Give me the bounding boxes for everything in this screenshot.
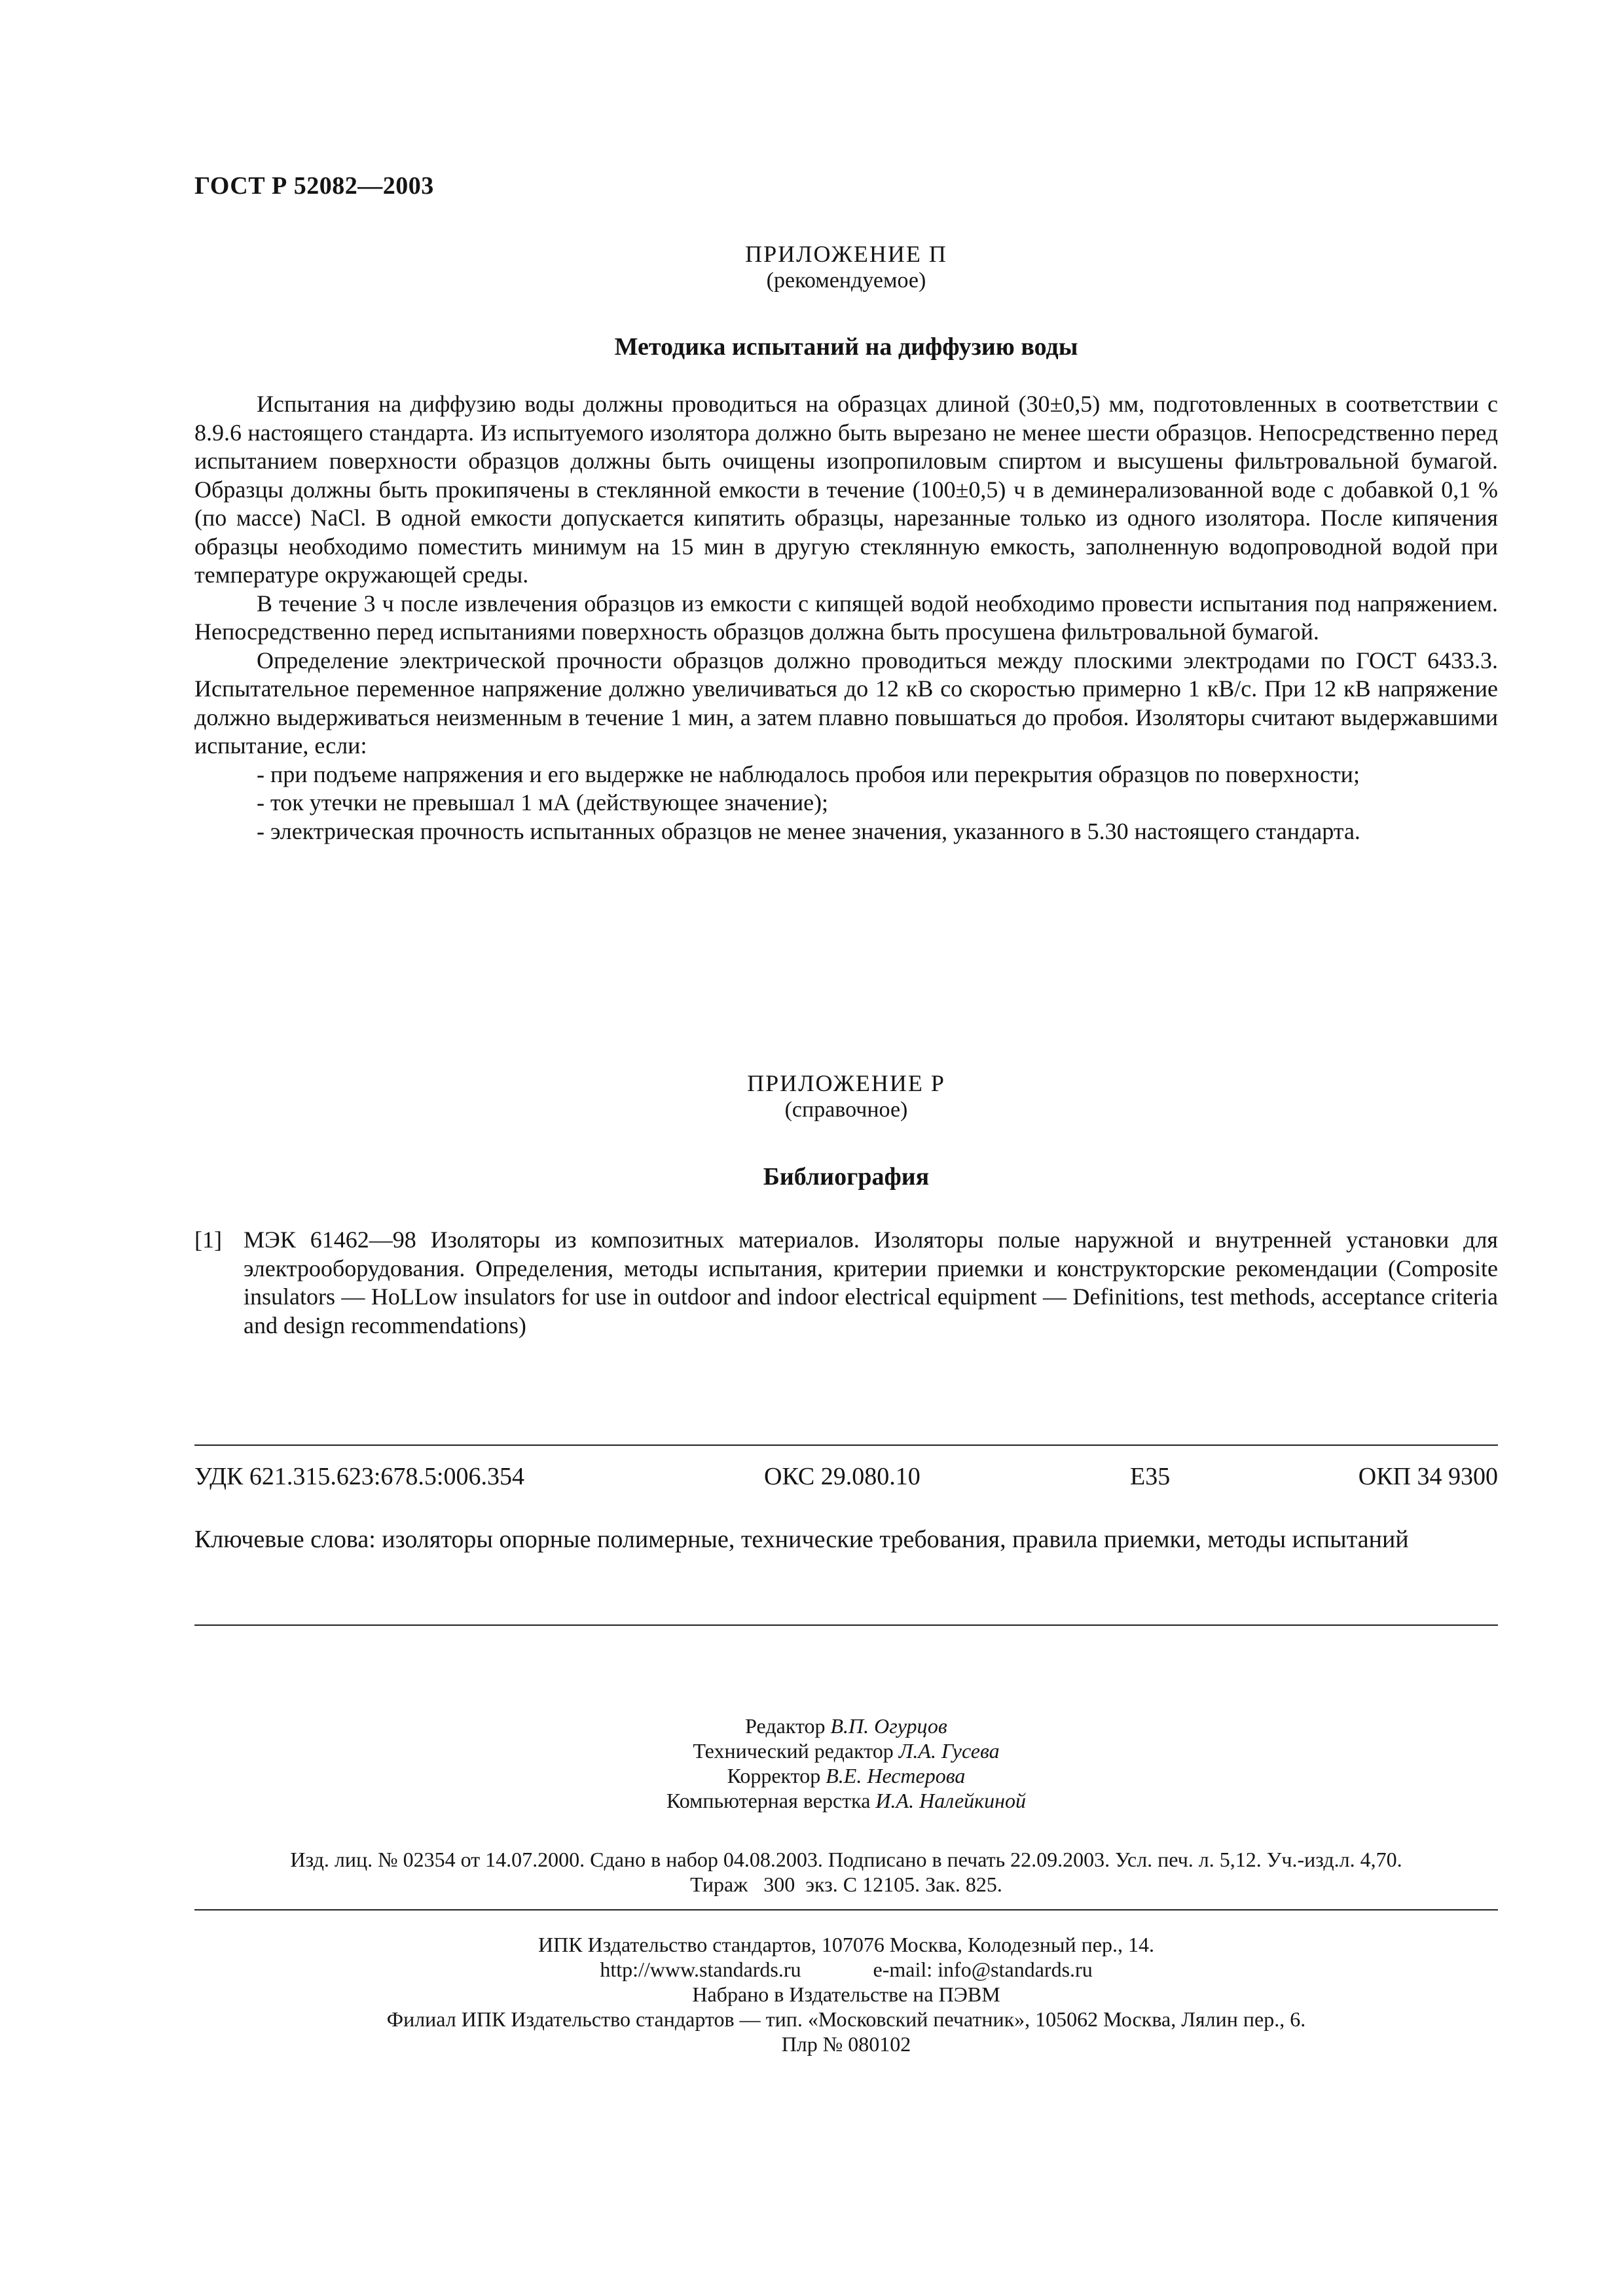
credit-editor: Редактор В.П. Огурцов xyxy=(745,1714,947,1738)
udk-code: УДК 621.315.623:678.5:006.354 xyxy=(194,1463,524,1490)
email-link[interactable]: e-mail: info@standards.ru xyxy=(873,1958,1093,1981)
credit-proofreader: Корректор В.Е. Нестерова xyxy=(727,1764,966,1787)
classification-row xyxy=(194,1462,1498,1495)
publishing-line-1: Изд. лиц. № 02354 от 14.07.2000. Сдано в набор 04.08.2003. Подписано в печать 22.09.2003. Усл. печ. л. 5,12. Уч.-изд.л. 4,70. xyxy=(290,1848,1402,1871)
publisher-address: ИПК Издательство стандартов, 107076 Москва, Колодезный пер., 14. xyxy=(538,1933,1154,1956)
contacts xyxy=(194,1957,1498,1982)
paragraph-voltage-test: В течение 3 ч после извлечения образцов из емкости с кипящей водой необходимо провести испытания под напряжением. Непосредственно перед испытаниями поверхность образцов должна быть просушена фильтровальной бумагой. xyxy=(194,590,1498,645)
bibliography-text: МЭК 61462—98 Изоляторы из композитных материалов. Изоляторы полые наружной и внутренней установки для электрооборудования. Определения, методы испытания, критерии приемки и конструкторские рекомендации (Composite insulators — HoLLow insulators for use in outdoor and indoor electrical equipment — Definitions, test methods, acceptance criteria and design recommendations) xyxy=(244,1227,1498,1338)
plr-number: Плр № 080102 xyxy=(781,2032,911,2056)
okp-code: ОКП 34 9300 xyxy=(1358,1463,1498,1490)
paragraph-water-diffusion: Испытания на диффузию воды должны проводиться на образцах длиной (30±0,5) мм, подготовленных в соответствии с 8.9.6 настоящего стандарта. Из испытуемого изолятора должно быть вырезано не менее шести образцов. Непосредственно перед испытанием поверхности образцов должны быть очищены изопропиловым спиртом и высушены фильтровальной бумагой. Образцы должны быть прокипячены в стеклянной емкости в течение (100±0,5) ч в деминерализованной воде с добавкой 0,1 % (по массе) NaCl. В одной емкости допускается кипятить образцы, нарезанные только из одного изолятора. После кипячения образцы необходимо поместить минимум на 15 мин в другую стеклянную емкость, заполненную водопроводной водой при температуре окружающей среды. xyxy=(194,391,1498,588)
publishing-info xyxy=(194,1847,1498,1897)
document-code: ГОСТ Р 52082—2003 xyxy=(194,172,434,200)
bibliography-entry xyxy=(194,1226,1498,1340)
branch-address: Филиал ИПК Издательство стандартов — тип. «Московский печатник», 105062 Москва, Лялин пер., 6. xyxy=(386,2007,1306,2031)
list-item: - ток утечки не превышал 1 мА (действующее значение); xyxy=(257,789,829,816)
appendix-r-heading: Библиография xyxy=(763,1163,930,1191)
divider-top xyxy=(194,1444,1498,1446)
list-item: - электрическая прочность испытанных образцов не менее значения, указанного в 5.30 настоящего стандарта. xyxy=(257,817,1360,844)
publishing-line-2: Тираж 300 экз. С 12105. Зак. 825. xyxy=(690,1873,1002,1896)
divider-footer xyxy=(194,1909,1498,1910)
group-code: Е35 xyxy=(1130,1463,1171,1490)
appendix-p-title: ПРИЛОЖЕНИЕ П xyxy=(745,241,947,267)
appendix-r-title: ПРИЛОЖЕНИЕ Р xyxy=(747,1070,945,1096)
appendix-p-body xyxy=(194,390,1498,846)
oks-code: ОКС 29.080.10 xyxy=(764,1463,921,1490)
paragraph-electric-strength: Определение электрической прочности образцов должно проводиться между плоскими электродами по ГОСТ 6433.3. Испытательное переменное напряжение должно увеличиваться до 12 кВ со скоростью примерно 1 кВ/с. При 12 кВ напряжение должно выдерживаться неизменным в течение 1 мин, а затем плавно повышаться до пробоя. Изоляторы считают выдержавшими испытание, если: xyxy=(194,647,1498,759)
credit-layout: Компьютерная верстка И.А. Налейкиной xyxy=(666,1789,1026,1812)
credits xyxy=(194,1713,1498,1813)
credit-tech-editor: Технический редактор Л.А. Гусева xyxy=(693,1739,1000,1763)
appendix-p-status: (рекомендуемое) xyxy=(766,268,926,293)
keywords: Ключевые слова: изоляторы опорные полимерные, технические требования, правила приемки, методы испытаний xyxy=(194,1526,1409,1553)
website-link[interactable]: http://www.standards.ru xyxy=(600,1958,801,1981)
list-item: - при подъеме напряжения и его выдержке не наблюдалось пробоя или перекрытия образцов по поверхности; xyxy=(257,761,1360,787)
typeset-note: Набрано в Издательстве на ПЭВМ xyxy=(692,1982,1000,2006)
bibliography-number: [1] xyxy=(194,1227,222,1253)
divider-keywords xyxy=(194,1624,1498,1626)
appendix-p-heading: Методика испытаний на диффузию воды xyxy=(614,333,1078,361)
appendix-r-status: (справочное) xyxy=(784,1098,908,1122)
footer xyxy=(194,1932,1498,2056)
